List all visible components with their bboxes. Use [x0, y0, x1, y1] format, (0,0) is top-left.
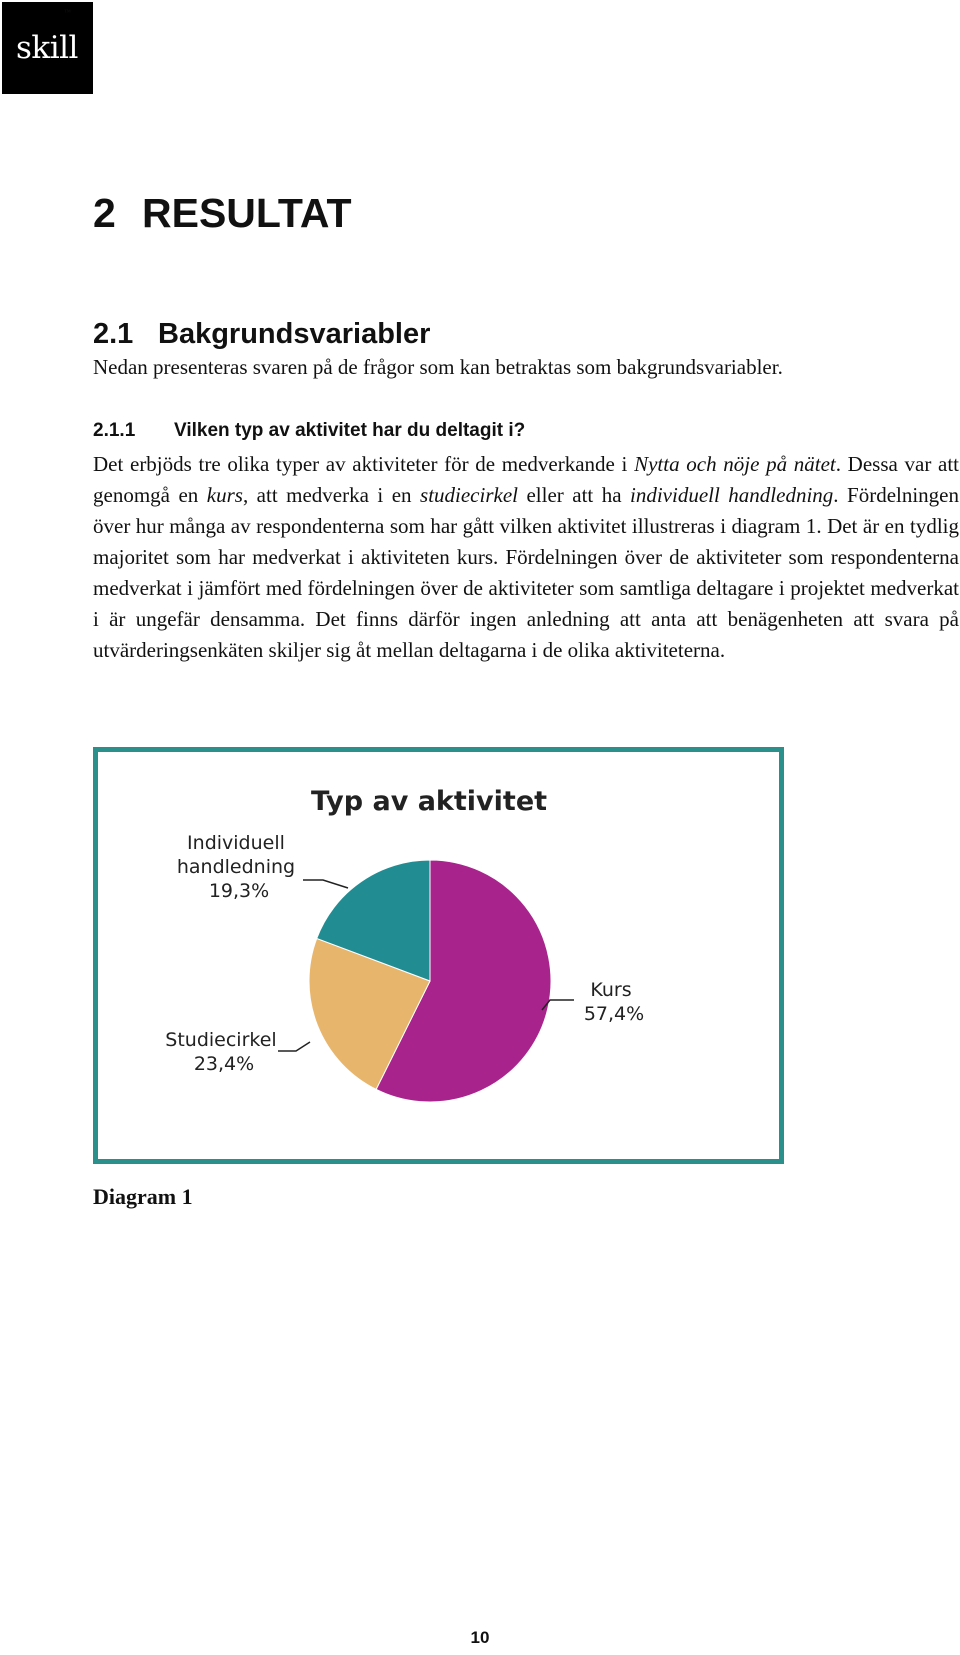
body-em-studiecirkel: studiecirkel	[420, 483, 518, 507]
kurs-value: 57,4%	[583, 1003, 645, 1025]
heading1-title: RESULTAT	[142, 190, 352, 236]
body-text-1: Det erbjöds tre olika typer av aktiviteter för de medverkande i	[93, 452, 635, 476]
studiecirkel-value: 23,4%	[193, 1053, 255, 1075]
logo-text: skill	[16, 30, 78, 66]
pie-chart-frame	[93, 747, 784, 1164]
slice-label-kurs	[584, 979, 644, 1025]
handledning-value: 19,3%	[208, 880, 270, 902]
diagram-caption: Diagram 1	[93, 1184, 193, 1209]
heading3-number: 2.1.1	[93, 420, 136, 441]
lead-paragraph: Nedan presenteras svaren på de frågor som kan betraktas som bakgrundsvariabler.	[93, 355, 783, 379]
chart-title: Typ av aktivitet	[310, 786, 548, 817]
body-text-2: . Dessa var att genomgå en	[93, 452, 959, 507]
body-text-5: . Fördelningen över hur många av respondenterna som har gått vilken aktivitet illustreras i diagram 1. Det är en tydlig majoritet som har medverkat i aktiviteten kurs. Fördelningen över de aktiviteter som respondenterna medverkat i jämfört med fördelningen över de aktiviteter som samtliga deltagare i projektet medverkat i är ungefär densamma. Det finns därför ingen anledning att anta att benägenheten att svara på utvärderingsenkäten skiljer sig åt mellan deltagarna i de olika aktiviteterna.	[93, 483, 960, 662]
heading-resultat	[93, 190, 352, 237]
studiecirkel-line-1: Studiecirkel	[165, 1029, 277, 1051]
heading2-title: Bakgrundsvariabler	[158, 318, 431, 350]
logo-trademark: ™	[64, 8, 71, 16]
skill-logo	[2, 2, 93, 94]
pie-chart	[98, 752, 779, 1159]
heading-aktivitet-question	[93, 420, 525, 442]
heading2-number: 2.1	[93, 318, 134, 350]
leader-studiecirkel	[278, 1042, 310, 1051]
kurs-line-1: Kurs	[590, 979, 632, 1001]
leader-handledning	[303, 880, 348, 888]
heading3-title: Vilken typ av aktivitet har du deltagit i?	[174, 420, 526, 441]
handledning-line-1: Individuell	[187, 832, 285, 854]
body-paragraph	[93, 449, 959, 666]
body-em-handledning: individuell handledning	[630, 483, 834, 507]
body-em-kurs: kurs	[206, 483, 243, 507]
heading-bakgrundsvariabler	[93, 318, 430, 351]
body-em-project: Nytta och nöje på nätet	[634, 452, 836, 476]
heading1-number: 2	[93, 190, 116, 236]
body-text-4: eller att ha	[517, 483, 631, 507]
slice-label-handledning	[177, 832, 301, 902]
slice-label-studiecirkel	[165, 1029, 282, 1075]
body-text-3: , att medverka i en	[242, 483, 421, 507]
page-number: 10	[470, 1628, 490, 1647]
handledning-line-2: handledning	[176, 856, 296, 878]
pie-slices	[309, 860, 551, 1102]
